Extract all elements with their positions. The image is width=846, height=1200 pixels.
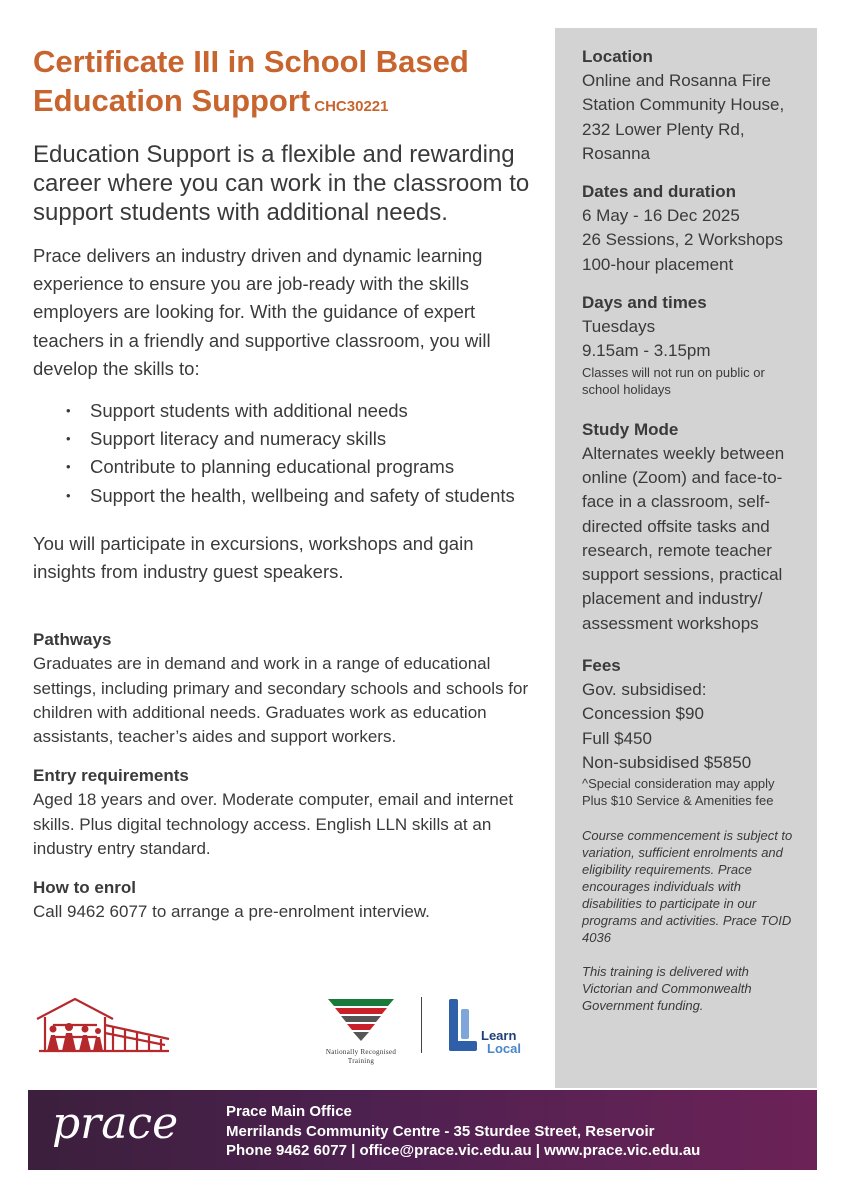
dates-line: 6 May - 16 Dec 2025 — [582, 206, 740, 226]
fees-line: Gov. subsidised: — [582, 680, 707, 700]
title-line-1: Certificate III in School Based — [33, 44, 469, 79]
list-item: • Support the health, wellbeing and safety of students — [90, 482, 538, 510]
location-text: Online and Rosanna Fire Station Community House, 232 Lower Plenty Rd, Rosanna — [582, 71, 785, 163]
enrol-text: Call 9462 6077 to arrange a pre-enrolment interview. — [33, 902, 430, 922]
office-address: Merrilands Community Centre - 35 Sturdee Street, Reservoir — [226, 1122, 655, 1140]
location-heading: Location — [582, 47, 653, 66]
days-section — [582, 291, 797, 398]
fees-note: ^Special consideration may apply — [582, 776, 775, 792]
days-heading: Days and times — [582, 293, 707, 313]
nrt-line-1: Nationally Recognised — [325, 1048, 397, 1056]
fees-heading: Fees — [582, 656, 621, 676]
fees-note: Plus $10 Service & Amenities fee — [582, 793, 774, 809]
pathways-heading: Pathways — [33, 630, 112, 650]
learn-local-logo-icon — [447, 997, 537, 1057]
footer — [28, 1090, 817, 1170]
fees-section — [582, 654, 797, 809]
page-title — [33, 42, 538, 126]
outro-paragraph: You will participate in excursions, workshops and gain insights from industry guest speakers. — [33, 532, 474, 583]
disclaimer-funding: This training is delivered with Victorian and Commonwealth Government funding. — [582, 964, 752, 1014]
entry-section — [33, 764, 538, 861]
office-details — [226, 1102, 700, 1161]
nrt-triangle-icon — [326, 995, 396, 1043]
skills-list — [33, 397, 538, 510]
logo-divider — [421, 997, 422, 1053]
days-note: Classes will not run on public or school holidays — [582, 364, 765, 397]
entry-text: Aged 18 years and over. Moderate computer, email and internet skills. Plus digital technology access. English LLN skills at an industry entry standard. — [33, 790, 514, 859]
title-line-2: Education Support — [33, 83, 311, 118]
list-item: • Support students with additional needs — [90, 397, 538, 425]
dates-heading: Dates and duration — [582, 182, 736, 202]
fees-line: Non-subsidised $5850 — [582, 752, 752, 772]
office-contact: Phone 9462 6077 | office@prace.vic.edu.au | www.prace.vic.edu.au — [226, 1142, 701, 1159]
community-house-logo-icon — [35, 995, 171, 1057]
study-mode-text: Alternates weekly between online (Zoom) and face-to-face in a classroom, self-directed offsite tasks and research, remote teacher support sessions, practical placement and industry/ assessment workshops — [582, 443, 785, 633]
study-mode-heading: Study Mode — [582, 419, 679, 439]
dates-section — [582, 180, 797, 277]
intro-paragraph: Prace delivers an industry driven and dynamic learning experience to ensure you are job-ready with the skills employers are looking for. With the guidance of expert teachers in a friendly and supportive classroom, you will develop the skills to: — [33, 245, 491, 379]
location-section — [582, 45, 797, 166]
course-code: CHC30221 — [314, 98, 389, 115]
main-content — [33, 42, 538, 940]
prace-logo-icon — [48, 1098, 218, 1160]
list-item: • Contribute to planning educational programs — [90, 453, 538, 481]
pathways-section — [33, 628, 538, 749]
logo-row — [33, 993, 538, 1073]
days-line: Tuesdays — [582, 317, 656, 337]
list-item: • Support literacy and numeracy skills — [90, 425, 538, 453]
course-info-sidebar — [555, 28, 817, 1088]
days-line: 9.15am - 3.15pm — [582, 341, 711, 361]
study-mode-section — [582, 418, 797, 636]
nrt-line-2: Training — [347, 1057, 375, 1065]
enrol-heading: How to enrol — [33, 878, 136, 898]
nrt-logo — [311, 995, 411, 1066]
learn-text: Learn — [481, 1028, 517, 1043]
dates-line: 100-hour placement — [582, 254, 734, 274]
enrol-section — [33, 876, 538, 924]
lead-paragraph: Education Support is a flexible and rewarding career where you can work in the classroom to support students with additional needs. — [33, 141, 530, 226]
local-text: Local — [487, 1041, 521, 1056]
pathways-text: Graduates are in demand and work in a range of educational settings, including primary and secondary schools and schools for children with additional needs. Graduates work as education assistants, teacher’s aides and support workers. — [33, 654, 529, 747]
fees-line: Full $450 — [582, 728, 652, 748]
fees-line: Concession $90 — [582, 704, 704, 724]
disclaimer-commencement: Course commencement is subject to variation, sufficient enrolments and eligibility requirements. Prace encourages individuals with disabilities to participate in our programs and activities. Prace TOID 4036 — [582, 828, 793, 946]
prace-logo-text: prace — [52, 1098, 179, 1149]
dates-line: 26 Sessions, 2 Workshops — [582, 230, 783, 250]
office-title: Prace Main Office — [226, 1103, 352, 1120]
entry-heading: Entry requirements — [33, 766, 189, 786]
